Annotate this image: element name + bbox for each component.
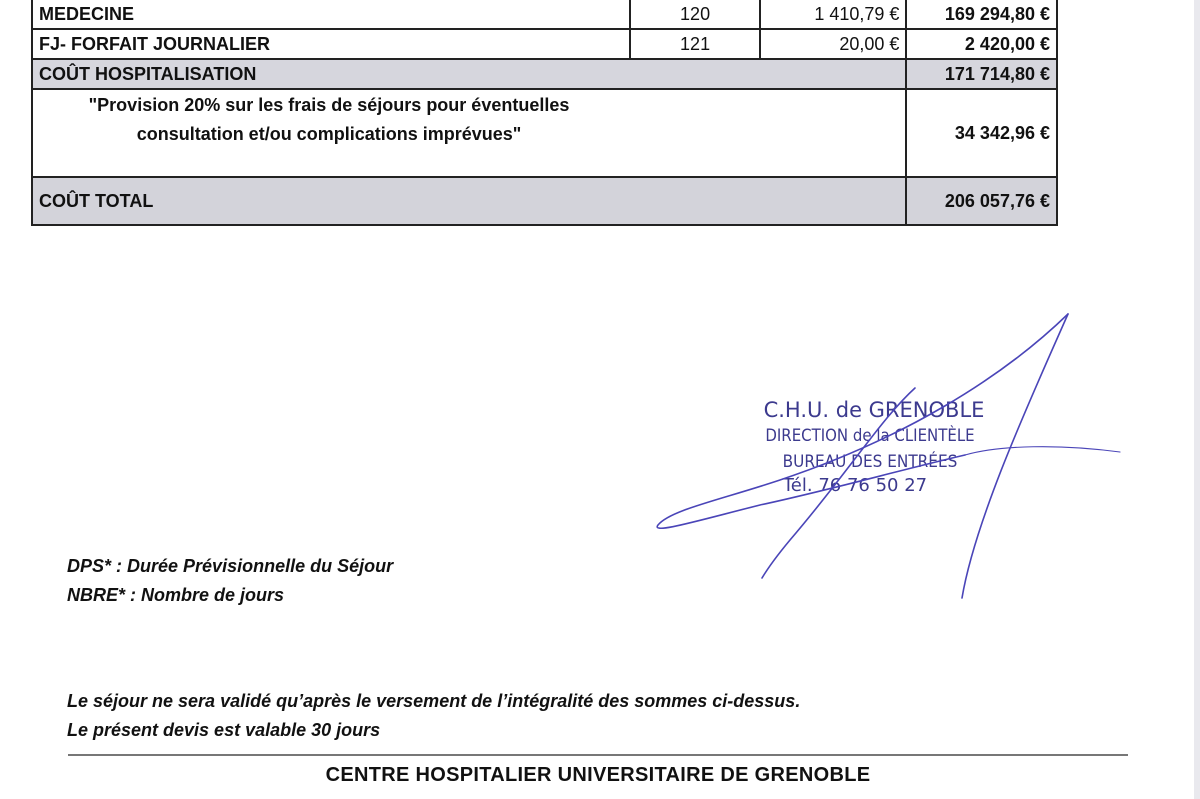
line-nb: 120: [630, 0, 760, 29]
total-label: COÛT TOTAL: [32, 177, 906, 225]
provision-text: [39, 91, 589, 175]
dps-note: DPS* : Durée Prévisionnelle du Séjour: [67, 556, 394, 576]
provision-cell: [32, 89, 906, 177]
subtotal-row: [32, 59, 1057, 89]
validity-line: Le séjour ne sera validé qu’après le versement de l’intégralité des sommes ci-dessus.: [67, 691, 801, 711]
total-row: [32, 177, 1057, 225]
cost-table: [31, 0, 1058, 226]
provision-line1: "Provision 20% sur les frais de séjours pour éventuelles: [88, 95, 570, 115]
nbre-note: NBRE* : Nombre de jours: [67, 585, 285, 605]
stamp-line: C.H.U. de GRENOBLE: [763, 398, 985, 422]
provision-row: [32, 89, 1057, 177]
stamp-line: Tél. 76 76 50 27: [782, 475, 928, 496]
line-total: 2 420,00 €: [906, 29, 1057, 59]
line-total: 169 294,80 €: [906, 0, 1057, 29]
provision-line2: consultation et/ou complications imprévues": [136, 124, 522, 144]
line-label: FJ- FORFAIT JOURNALIER: [32, 29, 630, 59]
stamp-line: BUREAU DES ENTRÉES: [782, 452, 958, 472]
stamp-line: DIRECTION de la CLIENTÈLE: [765, 426, 975, 446]
subtotal-label: COÛT HOSPITALISATION: [32, 59, 906, 89]
line-nb: 121: [630, 29, 760, 59]
validity-line: Le présent devis est valable 30 jours: [67, 720, 381, 740]
subtotal-value: 171 714,80 €: [906, 59, 1057, 89]
table-row: [32, 29, 1057, 59]
provision-value: 34 342,96 €: [906, 89, 1057, 177]
line-label: MEDECINE: [32, 0, 630, 29]
table-row: [32, 0, 1057, 29]
validity-notice: [67, 687, 800, 745]
footnotes: [67, 552, 393, 610]
footer-divider: [68, 754, 1128, 756]
line-unit-price: 20,00 €: [760, 29, 907, 59]
page-edge: [1194, 0, 1200, 799]
line-unit-price: 1 410,79 €: [760, 0, 907, 29]
total-value: 206 057,76 €: [906, 177, 1057, 225]
footer-title: CENTRE HOSPITALIER UNIVERSITAIRE DE GRENOBLE: [325, 764, 871, 786]
hospital-stamp: [720, 398, 1020, 496]
